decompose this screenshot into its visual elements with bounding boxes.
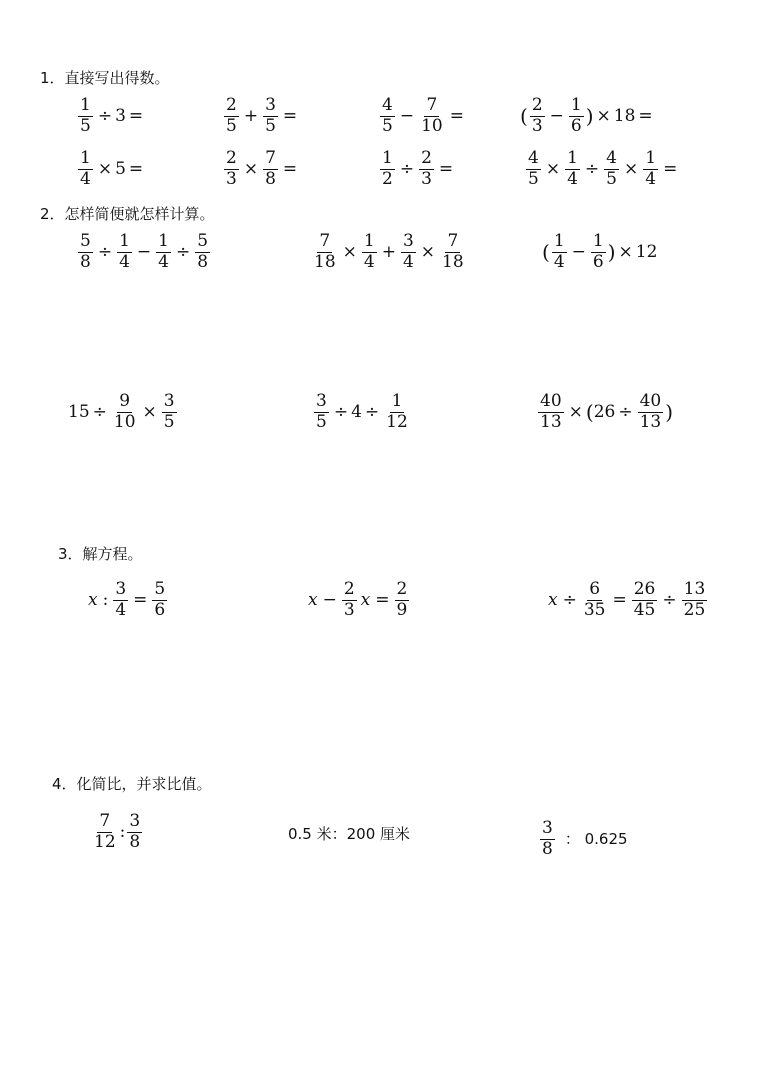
numerator: 1 [158,231,169,251]
fraction [224,150,239,189]
denominator: 5 [163,411,175,432]
math-symbol: ÷ [662,589,677,610]
math-symbol: x [88,589,98,610]
math-symbol: ÷ [618,401,633,422]
math-symbol: ) [665,400,674,425]
problem-1-7 [378,150,456,189]
numerator: 2 [421,148,432,168]
fraction [156,233,171,272]
math-symbol: × [142,401,157,422]
numerator: 6 [589,579,601,599]
problem-1-2 [222,97,300,136]
denominator: 4 [402,251,414,272]
numerator: 7 [265,148,276,168]
math-symbol: = [375,589,390,610]
denominator: 3 [343,599,355,620]
denominator: 4 [553,251,565,272]
section-1-heading: 1．直接写出得数。 [40,69,170,87]
fraction [224,97,239,136]
fraction [112,393,138,432]
denominator: 25 [683,599,706,620]
fraction [569,97,584,136]
denominator: 8 [265,168,276,189]
fraction [682,581,708,620]
denominator: 5 [606,168,617,189]
math-symbol: 5 [115,158,126,179]
math-symbol: 3 [115,105,126,126]
denominator: 6 [570,115,582,136]
math-symbol: ÷ [399,158,415,179]
numerator: 5 [154,579,166,599]
numerator: 1 [570,95,582,115]
denominator: 4 [119,251,130,272]
fraction [117,233,132,272]
fraction [632,581,658,620]
fraction [530,97,545,136]
problem-2-1 [76,233,212,272]
numerator: 26 [633,579,656,599]
problem-2-6 [536,393,673,432]
fraction [314,393,329,432]
ratio-1 [90,813,144,852]
problem-1-8 [524,150,680,189]
denominator: 5 [382,115,393,136]
math-symbol: × [545,158,561,179]
math-symbol: 4 [351,401,362,422]
numerator: 1 [80,148,91,168]
math-symbol: x [548,589,558,610]
denominator: 4 [80,168,91,189]
math-symbol: ( [520,104,528,129]
fraction [565,150,580,189]
math-symbol: × [618,241,633,262]
fraction [419,97,445,136]
math-symbol: = [612,589,627,610]
denominator: 4 [115,599,127,620]
denominator: 5 [528,168,539,189]
denominator: 2 [382,168,393,189]
math-symbol: 26 [593,401,616,422]
math-symbol: × [342,241,357,262]
fraction [384,393,410,432]
fraction [362,233,377,272]
section-2-heading: 2．怎样简便就怎样计算。 [40,205,215,223]
numerator: 9 [119,391,131,411]
math-symbol: 18 [613,105,636,126]
denominator: 8 [542,838,553,859]
denominator: 5 [316,411,327,432]
math-symbol: = [128,105,144,126]
math-symbol: + [381,241,396,262]
numerator: 1 [391,391,403,411]
numerator: 5 [80,231,91,251]
math-symbol: 12 [635,241,658,262]
numerator: 3 [163,391,175,411]
problem-2-5 [312,393,412,432]
numerator: 5 [197,231,209,251]
denominator: 6 [592,251,604,272]
fraction [127,813,142,852]
math-symbol: = [638,105,653,126]
denominator: 18 [314,251,336,272]
problem-1-4 [520,97,656,136]
fraction [582,581,608,620]
problem-1-6 [222,150,300,189]
math-symbol: − [136,241,152,262]
math-symbol: × [623,158,639,179]
numerator: 1 [119,231,130,251]
numerator: 40 [639,391,662,411]
fraction [113,581,128,620]
numerator: 3 [115,579,127,599]
denominator: 4 [158,251,169,272]
math-symbol: ÷ [562,589,577,610]
math-symbol: × [243,158,259,179]
fraction [591,233,606,272]
numerator: 3 [542,818,553,838]
math-symbol: ÷ [333,401,349,422]
math-symbol: ( [542,240,550,265]
denominator: 10 [421,115,443,136]
problem-1-1 [76,97,146,136]
denominator: 4 [645,168,657,189]
denominator: 10 [113,411,136,432]
denominator: 6 [154,599,166,620]
math-symbol: = [133,589,148,610]
fraction [162,393,177,432]
math-symbol: × [97,158,113,179]
math-symbol: ÷ [92,401,107,422]
math-symbol: = [438,158,454,179]
denominator: 12 [94,831,116,852]
numerator: 4 [606,148,617,168]
fraction [540,820,555,859]
section-3-heading: 3．解方程。 [58,545,143,563]
numerator: 7 [99,811,111,831]
fraction [440,233,466,272]
fraction [419,150,434,189]
numerator: 2 [226,95,237,115]
math-symbol: − [549,105,564,126]
numerator: 4 [382,95,393,115]
numerator: 3 [265,95,276,115]
numerator: 2 [531,95,543,115]
fraction [538,393,564,432]
denominator: 45 [633,599,656,620]
fraction [312,233,338,272]
numerator: 13 [683,579,706,599]
denominator: 12 [386,411,408,432]
numerator: 2 [226,148,237,168]
equation-2 [306,581,411,620]
math-symbol: + [243,105,259,126]
fraction [78,97,93,136]
problem-1-5 [76,150,146,189]
denominator: 13 [639,411,662,432]
fraction [604,150,619,189]
math-symbol: − [322,589,337,610]
section-4-heading: 4．化简比，并求比值。 [52,775,212,793]
math-symbol: ÷ [584,158,600,179]
denominator: 3 [226,168,237,189]
math-symbol: ) [585,104,594,129]
fraction [152,581,167,620]
numerator: 2 [343,579,355,599]
numerator: 3 [129,811,141,831]
numerator: 40 [540,391,562,411]
fraction [195,233,210,272]
fraction [92,813,118,852]
fraction [401,233,416,272]
fraction [643,150,658,189]
fraction [263,97,278,136]
denominator: 8 [197,251,209,272]
problem-2-4 [68,393,179,432]
math-symbol: x [360,589,371,610]
math-symbol: ： 0.625 [564,829,628,848]
equation-3 [546,581,709,620]
fraction [380,150,395,189]
ratio-3 [538,820,628,859]
math-symbol: ÷ [175,241,191,262]
fraction [395,581,410,620]
numerator: 3 [316,391,327,411]
numerator: 1 [645,148,657,168]
denominator: 8 [80,251,91,272]
denominator: 3 [531,115,543,136]
math-symbol: = [449,105,464,126]
denominator: 4 [363,251,375,272]
math-symbol: = [128,158,144,179]
math-symbol: ) [607,240,616,265]
denominator: 8 [129,831,141,852]
fraction [263,150,278,189]
numerator: 1 [592,231,604,251]
numerator: 3 [402,231,414,251]
math-symbol: : [119,821,126,842]
fraction [526,150,541,189]
math-symbol: 15 [68,401,90,422]
numerator: 7 [426,95,438,115]
problem-2-2 [310,233,468,272]
math-symbol: − [399,105,415,126]
denominator: 18 [442,251,464,272]
numerator: 1 [382,148,393,168]
denominator: 5 [80,115,91,136]
numerator: 1 [553,231,565,251]
math-symbol: ÷ [97,105,113,126]
math-symbol: ÷ [364,401,380,422]
denominator: 13 [540,411,562,432]
fraction [78,150,93,189]
numerator: 1 [80,95,91,115]
denominator: 5 [265,115,276,136]
math-symbol: = [282,158,298,179]
math-symbol: 0.5 米：200 厘米 [288,825,411,843]
math-symbol: × [420,241,436,262]
fraction [638,393,664,432]
denominator: 3 [421,168,432,189]
math-symbol: = [282,105,298,126]
denominator: 9 [396,599,408,620]
math-symbol: × [568,401,583,422]
numerator: 2 [396,579,408,599]
denominator: 35 [583,599,606,620]
numerator: 1 [363,231,375,251]
ratio-2 [288,827,410,842]
numerator: 7 [447,231,459,251]
problem-1-3 [378,97,467,136]
math-symbol: − [571,241,586,262]
numerator: 1 [567,148,578,168]
math-symbol: ( [585,400,594,425]
denominator: 4 [567,168,578,189]
fraction [552,233,567,272]
math-symbol: × [596,105,611,126]
math-symbol: : [102,589,109,610]
fraction [78,233,93,272]
numerator: 4 [528,148,539,168]
math-symbol: x [308,589,318,610]
math-symbol: ÷ [97,241,113,262]
fraction [380,97,395,136]
numerator: 7 [319,231,331,251]
denominator: 5 [226,115,237,136]
math-symbol: = [663,158,678,179]
problem-2-3 [542,233,657,272]
equation-1 [86,581,169,620]
fraction [342,581,357,620]
